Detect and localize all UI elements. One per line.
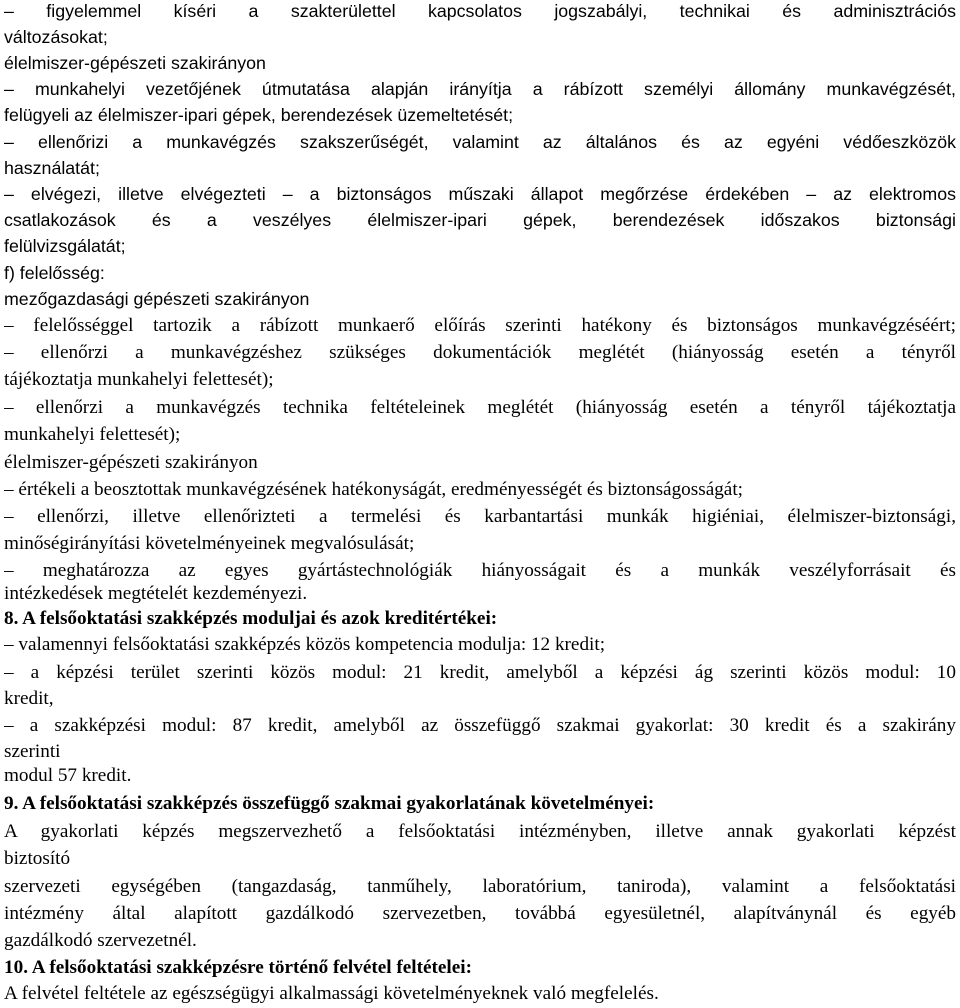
text-line: – elvégezi, illetve elvégezteti – a biztonságos műszaki állapot megőrzése érdekében – az elektromos — [4, 184, 956, 204]
section-heading: 8. A felsőoktatási szakképzés moduljai és azok kreditértékei: — [4, 608, 498, 629]
text-line: – a képzési terület szerinti közös modul: 21 kredit, amelyből a képzési ág szerinti közös modul: 10 — [4, 662, 956, 683]
text-line: biztosító — [4, 848, 71, 869]
text-line: használatát; — [4, 158, 100, 178]
text-line: f) felelősség: — [4, 263, 105, 283]
text-line: élelmiszer-gépészeti szakirányon — [4, 452, 258, 473]
text-line: modul 57 kredit. — [4, 765, 132, 786]
text-line: A felvétel feltétele az egészségügyi alkalmassági követelményeknek való megfelelés. — [4, 983, 659, 1004]
text-line: intézkedések megtételét kezdeményezi. — [4, 583, 308, 604]
text-line: A gyakorlati képzés megszervezhető a felsőoktatási intézményben, illetve annak gyakorlati képzést — [4, 821, 956, 842]
text-line: gazdálkodó szervezetnél. — [4, 930, 197, 951]
text-line: felülvizsgálatát; — [4, 236, 126, 256]
text-line: mezőgazdasági gépészeti szakirányon — [4, 289, 310, 309]
text-line: szervezeti egységében (tangazdaság, tanműhely, laboratórium, tanirodа), valamint a felsőoktatási — [4, 876, 956, 897]
text-line: – ellenőrizi a munkavégzés szakszerűségét, valamint az általános és az egyéni védőeszközök — [4, 132, 956, 152]
text-line: – ellenőrzi a munkavégzéshez szükséges dokumentációk meglétét (hiányosság esetén a tényről — [4, 342, 956, 363]
text-line: munkahelyi felettesét); — [4, 424, 181, 445]
text-line: – figyelemmel kíséri a szakterülettel kapcsolatos jogszabályi, technikai és adminisztrációs — [4, 1, 956, 21]
text-line: – ellenőrzi a munkavégzés technika feltételeinek meglétét (hiányosság esetén a tényről tájékoztatja — [4, 397, 956, 418]
text-line: – munkahelyi vezetőjének útmutatása alapján irányítja a rábízott személyi állomány munkavégzését, — [4, 79, 956, 99]
text-line: – értékeli a beosztottak munkavégzésének hatékonyságát, eredményességét és biztonságosságát; — [4, 479, 743, 500]
text-line: tájékoztatja munkahelyi felettesét); — [4, 369, 274, 390]
text-line: minőségirányítási követelményeinek megvalósulását; — [4, 533, 415, 554]
text-line: változásokat; — [4, 27, 108, 47]
text-line: – ellenőrzi, illetve ellenőrizteti a termelési és karbantartási munkák higiéniai, élelmiszer-biztonsági, — [4, 506, 956, 527]
section-heading: 10. A felsőoktatási szakképzésre történő felvétel feltételei: — [4, 957, 472, 978]
text-line: csatlakozások és a veszélyes élelmiszer-ipari gépek, berendezések időszakos biztonsági — [4, 210, 956, 230]
text-line: – meghatározza az egyes gyártástechnológiák hiányosságait és a munkák veszélyforrásait és — [4, 560, 956, 581]
text-line: kredit, — [4, 688, 54, 709]
text-line: – felelősséggel tartozik a rábízott munkaerő előírás szerinti hatékony és biztonságos munkavégzéséért; — [4, 315, 956, 336]
text-line: élelmiszer-gépészeti szakirányon — [4, 53, 266, 73]
text-line: – a szakképzési modul: 87 kredit, amelyből az összefüggő szakmai gyakorlat: 30 kredit és a szakirány — [4, 715, 956, 736]
text-line: szerinti — [4, 741, 61, 762]
text-line: felügyeli az élelmiszer-ipari gépek, berendezések üzemeltetését; — [4, 105, 514, 125]
text-line: intézmény által alapított gazdálkodó szervezetben, továbbá egyesületnél, alapítványnál és egyéb — [4, 903, 956, 924]
section-heading: 9. A felsőoktatási szakképzés összefüggő szakmai gyakorlatának követelményei: — [4, 793, 655, 814]
text-line: – valamennyi felsőoktatási szakképzés közös kompetencia modulja: 12 kredit; — [4, 634, 606, 655]
